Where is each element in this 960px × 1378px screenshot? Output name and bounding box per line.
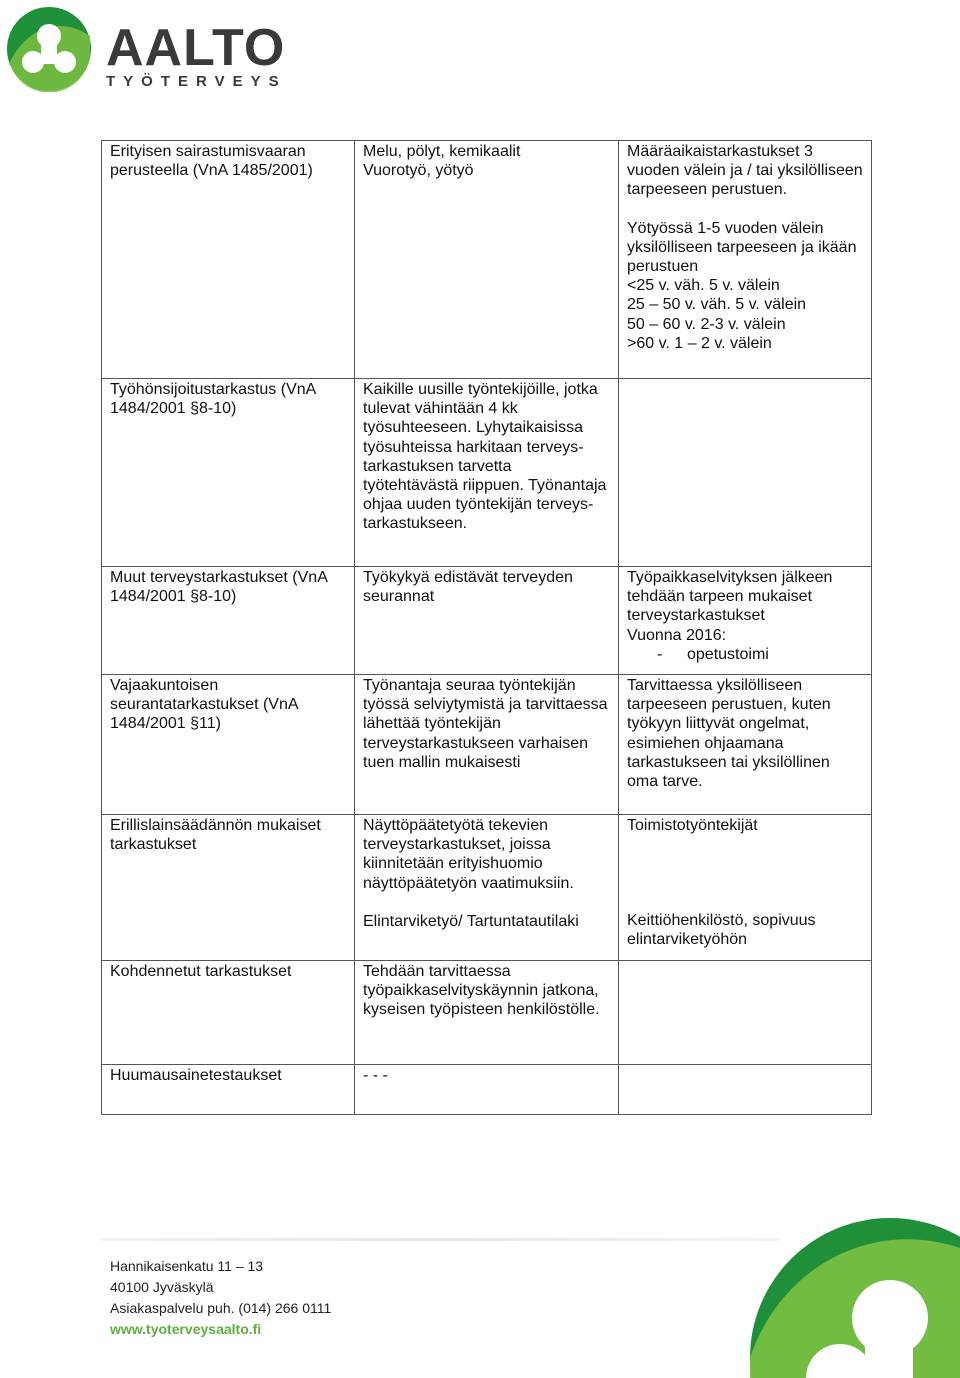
health-check-table [101,140,872,1115]
table-row [102,815,872,961]
table-cell: Työpaikkaselvityksen jälkeen tehdään tarpeen mukaiset terveystarkastukset Vuonna 2016: - opetustoimi [619,567,872,675]
table-cell: Kaikille uusille työntekijöille, jotka tulevat vähintään 4 kk työsuhteeseen. Lyhytaikaisissa työsuhteissa harkitaan terveys-tarkastuksen tarvetta työtehtävästä riippuen. Työnantaja ohjaa uuden työntekijän terveys-tarkastukseen. [355,379,619,567]
table-row [102,567,872,675]
table-cell: Erillislainsäädännön mukaiset tarkastukset [102,815,355,961]
table-cell: Työkykyä edistävät terveyden seurannat [355,567,619,675]
table-cell: Melu, pölyt, kemikaalit Vuorotyö, yötyö [355,141,619,379]
list-item: - opetustoimi [627,645,863,664]
table-cell [619,1064,872,1114]
table-cell: Määräaikaistarkastukset 3 vuoden välein ja / tai yksilölliseen tarpeeseen perustuen. Yötyössä 1-5 vuoden välein yksilölliseen tarpeeseen ja ikään perustuen <25 v. väh. 5 v. välein 25 – 50 v. väh. 5 v. välein 50 – 60 v. 2-3 v. välein >60 v. 1 – 2 v. välein [619,141,872,379]
table-row [102,379,872,567]
aalto-corner-icon [740,1208,960,1378]
table-cell: Muut terveystarkastukset (VnA 1484/2001 §8-10) [102,567,355,675]
table-cell [619,960,872,1064]
brand-name: AALTO [106,19,286,77]
table-cell: Huumausainetestaukset [102,1064,355,1114]
corner-logo-decoration [740,1208,960,1378]
footer-address: Hannikaisenkatu 11 – 13 [110,1258,264,1274]
table-cell: Toimistotyöntekijät Keittiöhenkilöstö, sopivuus elintarviketyöhön [619,815,872,961]
table-cell: Tarvittaessa yksilölliseen tarpeeseen perustuen, kuten työkyyn liittyvät ongelmat, esimiehen ohjaamana tarkastukseen tai yksilöllinen oma tarve. [619,675,872,815]
list [627,645,863,664]
footer-postal: 40100 Jyväskylä [110,1279,214,1295]
table-row [102,960,872,1064]
table-cell: - - - [355,1064,619,1114]
table-row [102,141,872,379]
footer-divider [100,1238,780,1241]
table-cell: Vajaakuntoisen seurantatarkastukset (VnA 1484/2001 §11) [102,675,355,815]
footer [110,1256,331,1340]
table-cell: Erityisen sairastumisvaaran perusteella (VnA 1485/2001) [102,141,355,379]
table-row [102,675,872,815]
footer-phone: Asiakaspalvelu puh. (014) 266 0111 [110,1300,332,1316]
table-row [102,1064,872,1114]
aalto-logo-icon [6,6,92,92]
brand-tagline: TYÖTERVEYS [106,73,287,90]
footer-website-link[interactable]: www.tyoterveysaalto.fi [110,1321,262,1337]
aalto-logo [6,6,286,92]
table-cell: Tehdään tarvittaessa työpaikkaselvityskäynnin jatkona, kyseisen työpisteen henkilöstölle. [355,960,619,1064]
table-cell: Näyttöpäätetyötä tekevien terveystarkastukset, joissa kiinnitetään erityishuomio näyttöpäätetyön vaatimuksiin. Elintarviketyö/ Tartuntatautilaki [355,815,619,961]
table-cell: Työhönsijoitustarkastus (VnA 1484/2001 §8-10) [102,379,355,567]
table-cell: Työnantaja seuraa työntekijän työssä selviytymistä ja tarvittaessa lähettää työntekijän terveystarkastukseen varhaisen tuen mallin mukaisesti [355,675,619,815]
table-cell: Kohdennetut tarkastukset [102,960,355,1064]
table-cell [619,379,872,567]
